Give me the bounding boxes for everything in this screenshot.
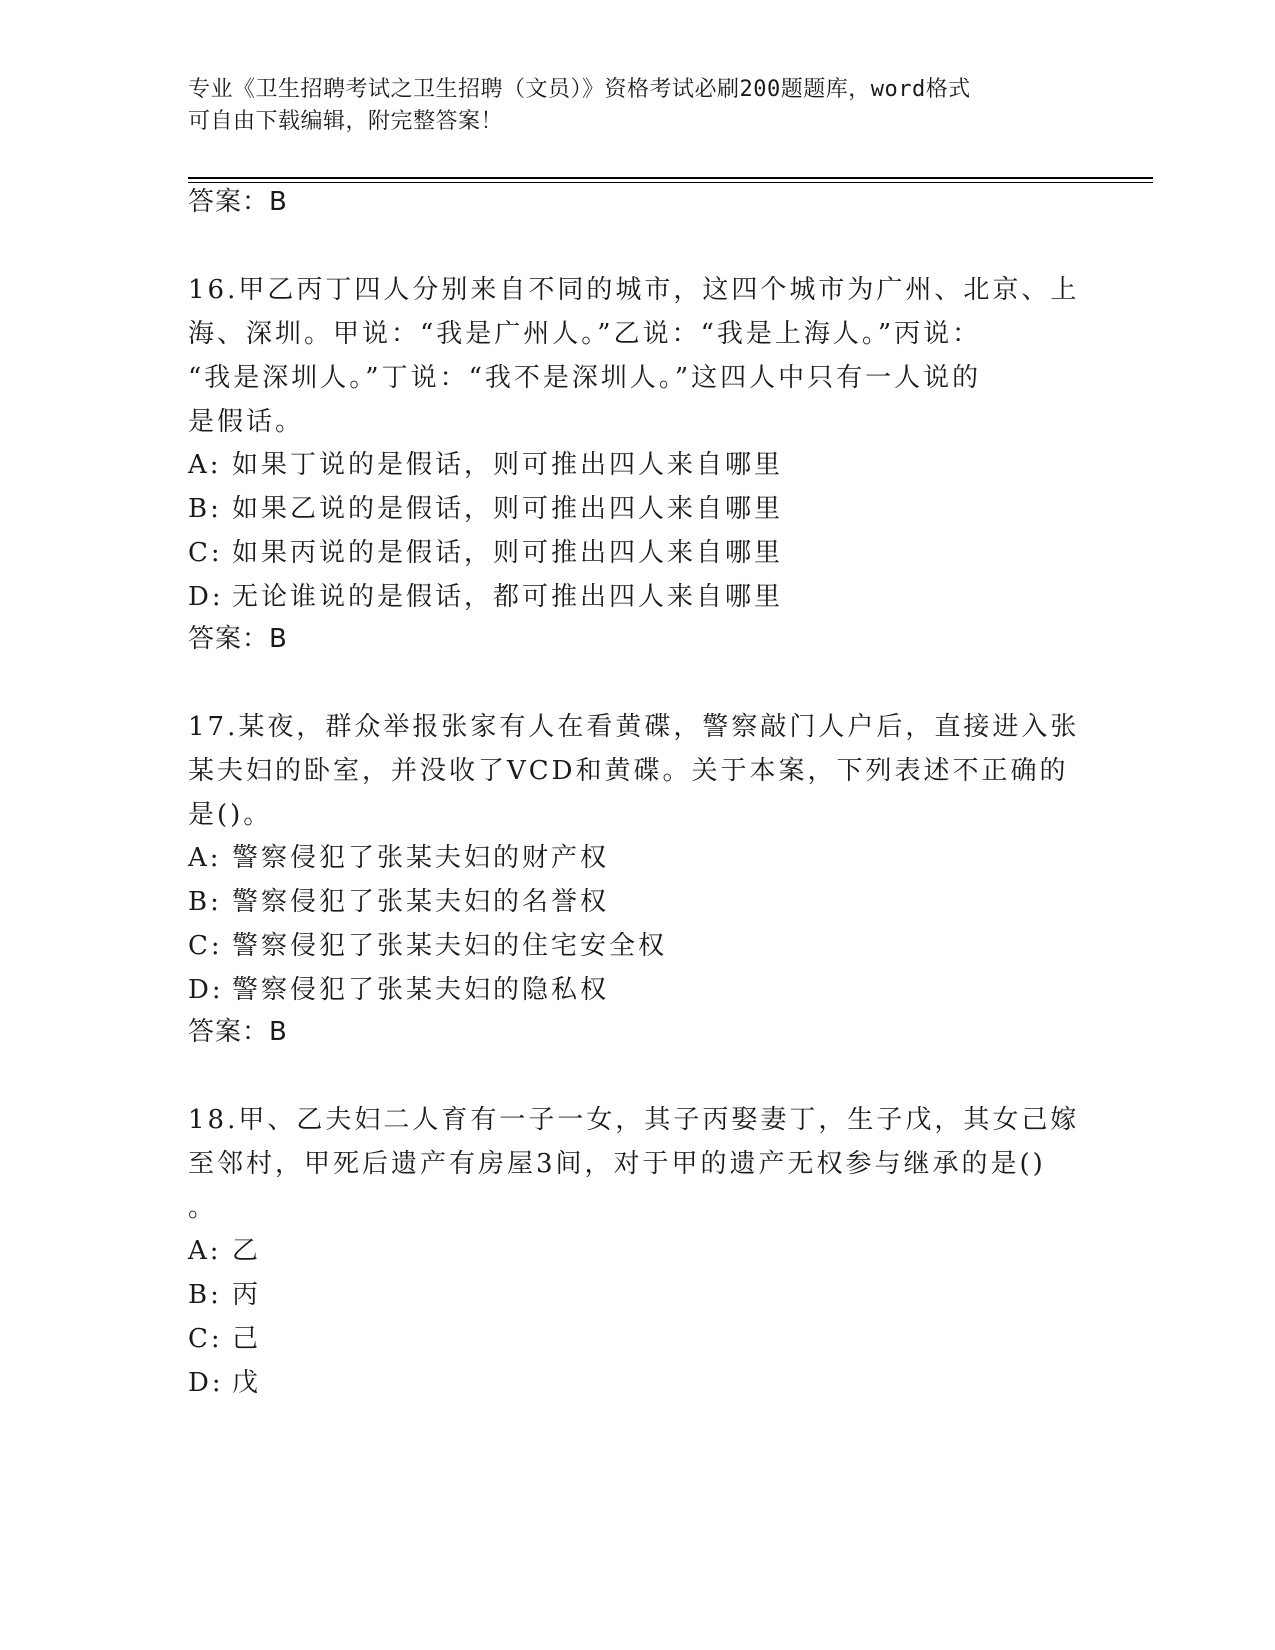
- option-text: 如果乙说的是假话，则可推出四人来自哪里: [232, 494, 784, 524]
- question-17-option-c: [188, 926, 667, 966]
- answer-17: 答案：B: [188, 1017, 288, 1047]
- header-title-line-1: 专业《卫生招聘考试之卫生招聘（文员）》资格考试必刷200题题库，word格式: [188, 77, 971, 102]
- option-key: D:: [188, 975, 224, 1005]
- question-16-option-d: [188, 577, 783, 617]
- question-18-option-c: [188, 1319, 261, 1359]
- option-key: B:: [188, 494, 222, 524]
- question-18-line-3: 。: [188, 1193, 218, 1223]
- question-18-option-d: [188, 1363, 261, 1403]
- question-16-option-c: [188, 533, 783, 573]
- question-16-line-2: 海、深圳。甲说：“我是广州人。”乙说：“我是上海人。”丙说：: [188, 319, 982, 349]
- question-18-line-1: 18.甲、乙夫妇二人育有一子一女，其子丙娶妻丁，生子戊，其女己嫁: [188, 1105, 1080, 1135]
- option-text: 如果丁说的是假话，则可推出四人来自哪里: [232, 450, 784, 480]
- question-16-line-4: 是假话。: [188, 407, 305, 437]
- header-title-line-2: 可自由下载编辑，附完整答案！: [188, 109, 504, 134]
- option-key: A:: [188, 1236, 222, 1266]
- option-text: 无论谁说的是假话，都可推出四人来自哪里: [232, 582, 784, 612]
- question-17-option-a: [188, 838, 609, 878]
- option-key: D:: [188, 582, 224, 612]
- question-18-line-2: 至邻村，甲死后遗产有房屋3间，对于甲的遗产无权参与继承的是(): [188, 1149, 1046, 1179]
- option-text: 己: [232, 1324, 262, 1354]
- question-17-line-2: 某夫妇的卧室，并没收了VCD和黄碟。关于本案，下列表述不正确的: [188, 756, 1069, 786]
- option-key: A:: [188, 843, 222, 873]
- answer-16: 答案：B: [188, 624, 288, 654]
- question-16-line-3: “我是深圳人。”丁说：“我不是深圳人。”这四人中只有一人说的: [188, 363, 982, 393]
- question-17-option-d: [188, 970, 609, 1010]
- question-16-option-b: [188, 489, 783, 529]
- option-text: 警察侵犯了张某夫妇的名誉权: [232, 887, 610, 917]
- question-17-line-3: 是()。: [188, 800, 273, 830]
- page-header: [188, 74, 1068, 138]
- option-text: 警察侵犯了张某夫妇的隐私权: [232, 975, 610, 1005]
- option-text: 如果丙说的是假话，则可推出四人来自哪里: [232, 538, 784, 568]
- question-17-line-1: 17.某夜，群众举报张家有人在看黄碟，警察敲门人户后，直接进入张: [188, 712, 1080, 742]
- question-18-option-b: [188, 1275, 261, 1315]
- question-18-option-a: [188, 1231, 261, 1271]
- option-key: C:: [188, 931, 223, 961]
- header-divider-thick: [188, 177, 1153, 179]
- question-17-option-b: [188, 882, 609, 922]
- option-key: C:: [188, 1324, 223, 1354]
- question-16-line-1: 16.甲乙丙丁四人分别来自不同的城市，这四个城市为广州、北京、上: [188, 275, 1080, 305]
- option-text: 警察侵犯了张某夫妇的财产权: [232, 843, 610, 873]
- question-16-option-a: [188, 445, 783, 485]
- option-text: 警察侵犯了张某夫妇的住宅安全权: [232, 931, 668, 961]
- answer-15: 答案：B: [188, 187, 288, 217]
- option-key: A:: [188, 450, 222, 480]
- header-divider-thin: [188, 182, 1153, 183]
- option-key: C:: [188, 538, 223, 568]
- option-text: 戊: [232, 1368, 262, 1398]
- option-key: B:: [188, 887, 222, 917]
- option-text: 丙: [232, 1280, 262, 1310]
- option-key: D:: [188, 1368, 224, 1398]
- option-text: 乙: [232, 1236, 262, 1266]
- option-key: B:: [188, 1280, 222, 1310]
